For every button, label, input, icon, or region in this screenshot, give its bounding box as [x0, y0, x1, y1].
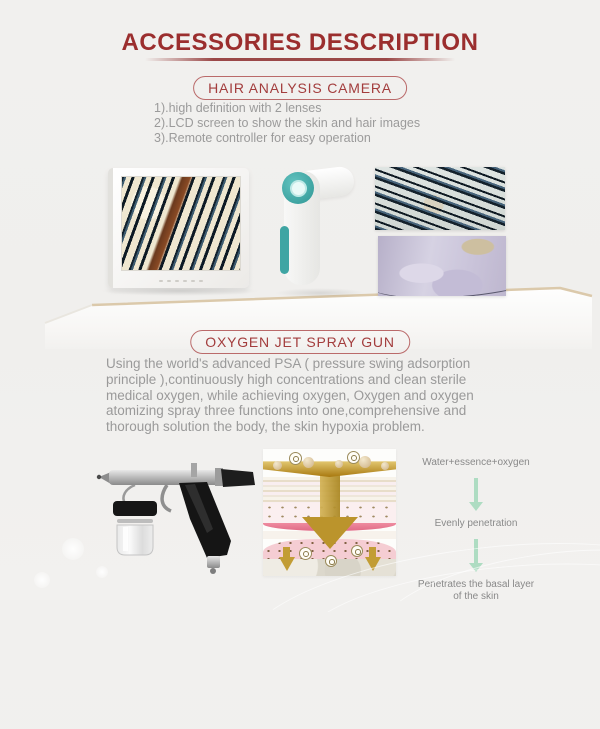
- down-arrow-icon: [474, 478, 478, 502]
- oxygen-bubble-icon: [351, 545, 363, 557]
- feature-item: 2).LCD screen to show the skin and hair images: [154, 116, 421, 130]
- title-underline: [145, 58, 455, 61]
- skin-penetration-diagram: [263, 449, 396, 576]
- product-showcase: [0, 158, 600, 348]
- feature-item: 1).high definition with 2 lenses: [154, 101, 322, 115]
- step-label: Evenly penetration: [434, 518, 518, 529]
- spray-gun-image: [95, 463, 260, 575]
- device-lens-icon: [282, 172, 314, 204]
- spray-description: Using the world's advanced PSA ( pressure swing adsorption principle ),continuously high concentrations and clean sterile medical oxygen, while achieving oxygen, Oxygen and oxygen atomizing spray three functions into one,comprehensive and thorough solution the body, the skin hypoxia problem.: [106, 356, 474, 435]
- spray-section-badge: OXYGEN JET SPRAY GUN: [190, 330, 410, 354]
- step-label: Penetrates the basal layer of the skin: [417, 579, 535, 602]
- oxygen-bubble-icon: [289, 452, 302, 465]
- hair-analysis-camera-image: [272, 166, 356, 292]
- camera-feature-list: [154, 101, 420, 146]
- microscope-hair-photo: [375, 167, 505, 230]
- bokeh-dot: [96, 566, 108, 578]
- mini-penetration-arrow-icon: [279, 557, 295, 571]
- camera-section-badge: HAIR ANALYSIS CAMERA: [193, 76, 407, 100]
- oxygen-bubble-icon: [325, 555, 337, 567]
- oxygen-bubble-icon: [347, 451, 360, 464]
- page-title: ACCESSORIES DESCRIPTION: [121, 29, 479, 56]
- skin-surface-layer: [263, 460, 396, 477]
- oxygen-bubble-icon: [299, 547, 312, 560]
- monitor-buttons: [159, 280, 203, 283]
- feature-item: 3).Remote controller for easy operation: [154, 131, 371, 145]
- droplet: [303, 457, 314, 468]
- bokeh-dot: [62, 538, 84, 560]
- droplet: [273, 461, 282, 470]
- monitor-screen-hair-image: [121, 176, 241, 271]
- step-label: Water+essence+oxygen: [422, 457, 530, 468]
- bokeh-dot: [34, 572, 50, 588]
- device-side-buttons: [280, 226, 289, 274]
- droplet: [335, 460, 343, 468]
- lcd-monitor-image: [108, 168, 249, 288]
- droplet: [381, 462, 389, 470]
- microscope-scalp-photo: [378, 236, 506, 296]
- droplet: [359, 456, 371, 468]
